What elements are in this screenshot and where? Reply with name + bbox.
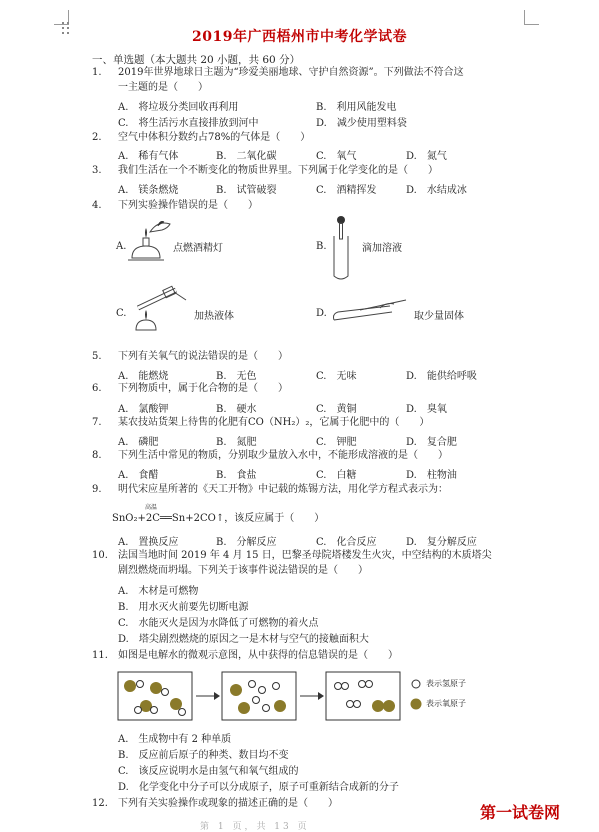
exam-title: 2019年广西梧州市中考化学试卷: [192, 29, 407, 45]
option: C. 化合反应: [316, 537, 377, 548]
option: B. 无色: [216, 371, 257, 382]
option: D. 化学变化中分子可以分成原子，原子可重新结合成新的分子: [118, 782, 399, 793]
option-label: A.: [116, 241, 127, 252]
question-10-cont: 剧烈燃烧而坍塌。下列关于该事件说法错误的是（ ）: [118, 565, 368, 576]
option: C. 该反应说明水是由氢气和氧气组成的: [118, 766, 299, 777]
option: D. 柱物油: [406, 470, 457, 481]
option: A. 生成物中有 2 种单质: [118, 734, 232, 745]
option-text: 取少量固体: [414, 311, 464, 322]
option: B. 反应前后原子的种类、数目均不变: [118, 750, 289, 761]
option-text: 加热液体: [194, 311, 234, 322]
crop-mark-top-right: [524, 10, 539, 25]
question-7: 7. 某农技站货架上待售的化肥有CO（NH₂）₂，它属于化肥中的（ ）: [92, 417, 430, 428]
option: B. 二氧化碳: [216, 151, 277, 162]
option: C. 无味: [316, 371, 357, 382]
option: C. 将生活污水直接排放到河中: [118, 118, 259, 129]
alcohol-lamp-lighting-image: [124, 218, 174, 270]
legend-hydrogen: 表示氢原子: [426, 679, 466, 688]
question-11: 11. 如图是电解水的微观示意图，从中获得的信息错误的是（ ）: [92, 650, 398, 661]
heating-test-tube-image: [124, 286, 190, 334]
option: D. 减少使用塑料袋: [316, 118, 407, 129]
option: C. 白糖: [316, 470, 357, 481]
option: A. 氯酸钾: [118, 404, 169, 415]
option: B. 利用风能发电: [316, 102, 397, 113]
spatula-solid-image: [330, 298, 410, 328]
option: C. 酒精挥发: [316, 185, 377, 196]
question-1: 1. 2019年世界地球日主题为“珍爱美丽地球、守护自然资源”。下列做法不符合这: [92, 67, 464, 78]
option: A. 能燃烧: [118, 371, 169, 382]
option: D. 氮气: [406, 151, 447, 162]
option: D. 水结成冰: [406, 185, 467, 196]
question-8: 8. 下列生活中常见的物质，分别取少量放入水中，不能形成溶液的是（ ）: [92, 450, 448, 461]
option: B. 氮肥: [216, 437, 257, 448]
site-watermark: 第一试卷网: [480, 803, 561, 822]
option: B. 硬水: [216, 404, 257, 415]
option: D. 臭氧: [406, 404, 447, 415]
section-heading: 一、单选题（本大题共 20 小题，共 60 分）: [92, 54, 301, 66]
option-label: D.: [316, 308, 327, 319]
option: A. 木材是可燃物: [118, 586, 199, 597]
option: B. 用水灭火前要先切断电源: [118, 602, 249, 613]
question-2: 2. 空气中体积分数约占78%的气体是（ ）: [92, 132, 311, 143]
option: D. 塔尖剧烈燃烧的原因之一是木材与空气的接触面积大: [118, 634, 369, 645]
question-9: 9. 明代宋应星所著的《天工开物》中记载的炼锡方法，用化学方程式表示为：: [92, 484, 448, 495]
question-6: 6. 下列物质中，属于化合物的是（ ）: [92, 383, 288, 394]
option: A. 磷肥: [118, 437, 159, 448]
question-4: 4. 下列实验操作错误的是（ ）: [92, 200, 258, 211]
dropper-test-tube-image: [326, 216, 356, 282]
option: C. 水能灭火是因为水降低了可燃物的着火点: [118, 618, 319, 629]
option: D. 复分解反应: [406, 537, 477, 548]
electrolysis-micro-diagram: [116, 668, 456, 724]
page-footer: 第 1 页，共 13 页: [200, 822, 310, 832]
option-text: 点燃酒精灯: [173, 243, 223, 254]
option: A. 将垃圾分类回收再利用: [118, 102, 239, 113]
question-5: 5. 下列有关氧气的说法错误的是（ ）: [92, 351, 288, 362]
question-12: 12. 下列有关实验操作或现象的描述正确的是（ ）: [92, 798, 338, 809]
equation-line: SnO₂+2C══Sn+2CO↑，该反应属于（ ）: [112, 513, 325, 524]
option: B. 分解反应: [216, 537, 277, 548]
option: C. 黄铜: [316, 404, 357, 415]
option: C. 氧气: [316, 151, 357, 162]
option: B. 食盐: [216, 470, 257, 481]
option-text: 滴加溶液: [362, 243, 402, 254]
legend-oxygen: 表示氧原子: [426, 699, 466, 708]
reaction-condition: 高温: [145, 504, 158, 511]
option: B. 试管破裂: [216, 185, 277, 196]
option: A. 稀有气体: [118, 151, 179, 162]
question-1-cont: 一主题的是（ ）: [118, 82, 208, 93]
option-label: C.: [116, 308, 127, 319]
option: D. 能供给呼吸: [406, 371, 477, 382]
option: A. 食醋: [118, 470, 159, 481]
question-3: 3. 我们生活在一个不断变化的物质世界里。下列属于化学变化的是（ ）: [92, 165, 438, 176]
option: D. 复合肥: [406, 437, 457, 448]
option: C. 钾肥: [316, 437, 357, 448]
option-label: B.: [316, 241, 327, 252]
option: A. 镁条燃烧: [118, 185, 179, 196]
question-10: 10. 法国当地时间 2019 年 4 月 15 日，巴黎圣母院塔楼发生火灾，中空结构的木质塔尖: [92, 550, 492, 561]
option: A. 置换反应: [118, 537, 179, 548]
